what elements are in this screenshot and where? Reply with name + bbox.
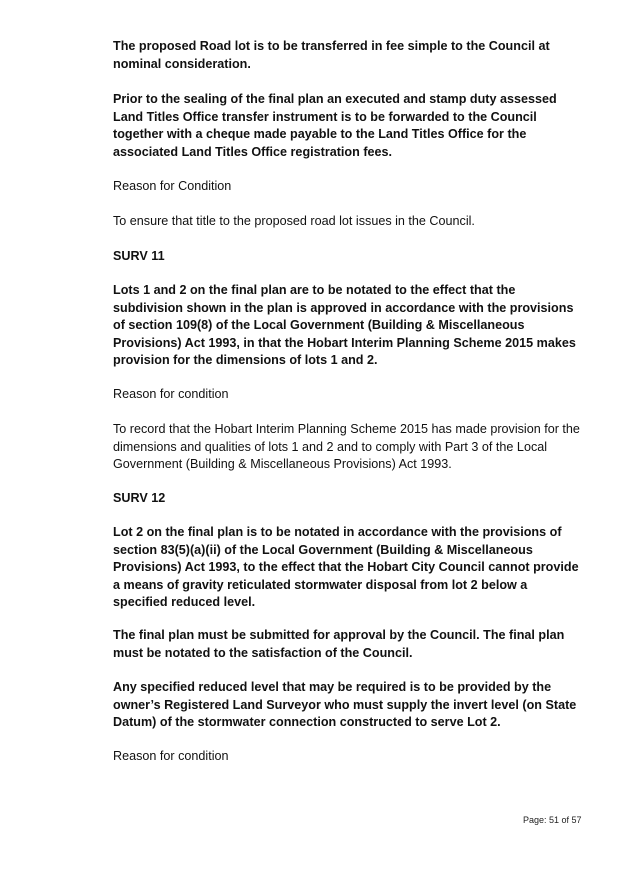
reason-heading-3: Reason for condition (113, 749, 229, 763)
paragraph-reduced-level: Any specified reduced level that may be required is to be provided by the owner’s Registered Land Surveyor who must supply the invert level (on State Datum) of the stormwater connection constructed to serve Lot 2. (113, 680, 577, 730)
reason-heading-1: Reason for Condition (113, 179, 232, 193)
paragraph-surv-11: Lots 1 and 2 on the final plan are to be notated to the effect that the subdivision shown in the plan is approved in accordance with the provisions of section 109(8) of the Local Government (Building & Miscellaneous Provisions) Act 1993, in that the Hobart Interim Planning Scheme 2015 makes provision for the dimensions of lots 1 and 2. (113, 283, 576, 368)
reason-text-1: To ensure that title to the proposed road lot issues in the Council. (113, 214, 475, 228)
page-number: Page: 51 of 57 (523, 815, 582, 825)
reason-heading-2: Reason for condition (113, 387, 229, 401)
paragraph-transfer-instrument: Prior to the sealing of the final plan an executed and stamp duty assessed Land Titles Office transfer instrument is to be forwarded to the Council together with a cheque made payable to the Land Titles Office for the associated Land Titles Office registration fees. (113, 92, 557, 159)
condition-heading-surv-12: SURV 12 (113, 491, 166, 505)
paragraph-road-lot-transfer: The proposed Road lot is to be transferred in fee simple to the Council at nominal consideration. (113, 39, 550, 71)
paragraph-final-plan: The final plan must be submitted for approval by the Council. The final plan must be notated to the satisfaction of the Council. (113, 628, 565, 660)
paragraph-surv-12: Lot 2 on the final plan is to be notated in accordance with the provisions of section 83(5)(a)(ii) of the Local Government (Building & Miscellaneous Provisions) Act 1993, to the effect that the Hobart City Council cannot provide a means of gravity reticulated stormwater disposal from lot 2 below a specified reduced level. (113, 525, 579, 610)
reason-text-2: To record that the Hobart Interim Planning Scheme 2015 has made provision for the dimensions and qualities of lots 1 and 2 and to comply with Part 3 of the Local Government (Building & Miscellaneous Provisions) Act 1993. (113, 422, 580, 472)
condition-heading-surv-11: SURV 11 (113, 249, 165, 263)
